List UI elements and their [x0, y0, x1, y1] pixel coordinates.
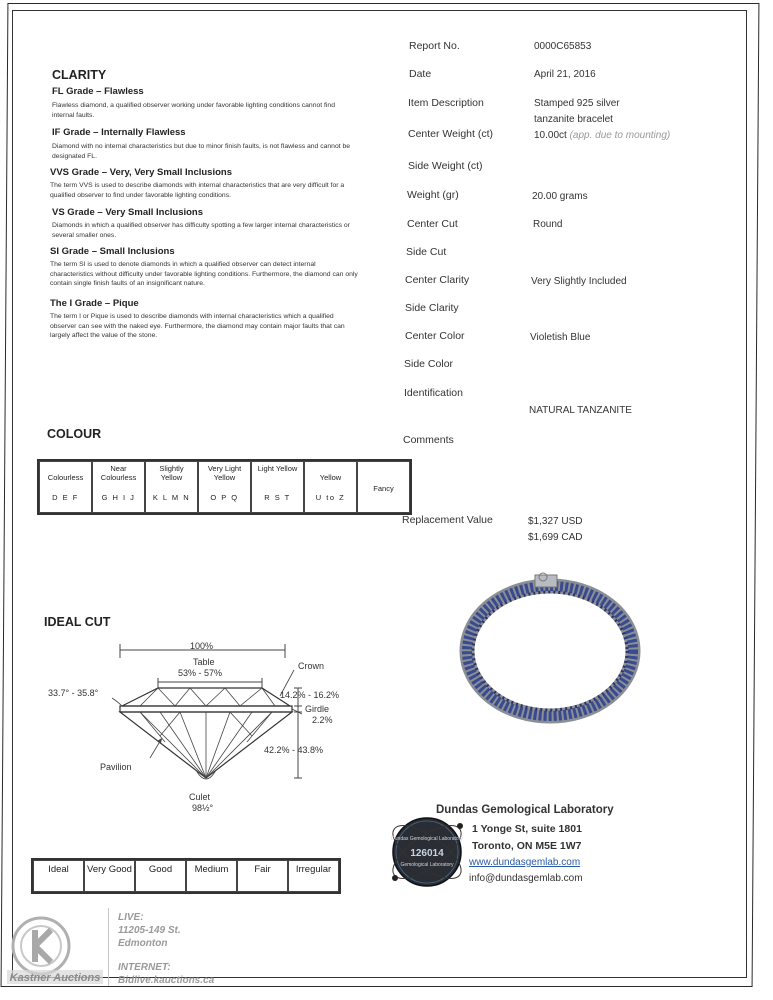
colour-cell-light-yellow: [251, 461, 304, 513]
grade-title: FL Grade – Flawless: [52, 86, 144, 97]
report-value-weight-gr: 20.00 grams: [532, 191, 588, 202]
grade-description: The term I or Pique is used to describe diamonds with internal characteristics which a qualified observer can see with the naked eye. Furthermore, the diamond may contain major faults that can largely affect the value of the stone.: [50, 313, 345, 339]
colour-range: K L M N: [152, 493, 191, 502]
cut-grade-ideal: Ideal: [33, 860, 84, 892]
report-label-identification: Identification: [404, 387, 463, 399]
report-label-side-clarity: Side Clarity: [405, 302, 459, 314]
grade-description: Diamond with no internal characteristics but due to minor finish faults, is not flawless and cannot be designated FL.: [52, 143, 351, 160]
cut-grade-good: Good: [135, 860, 186, 892]
clarity-grade-if: [52, 127, 357, 161]
report-label-center-weight: Center Weight (ct): [408, 128, 493, 140]
cut-label-girdle: Girdle: [305, 704, 330, 714]
colour-name: Fancy: [373, 483, 394, 493]
seal-text-bottom: Gemological Laboratory: [400, 862, 454, 868]
replacement-cad: $1,699 CAD: [528, 532, 583, 543]
cut-label-crown-height: 14.2% - 16.2%: [280, 690, 340, 700]
colour-name: Colourless: [47, 473, 84, 482]
cut-grade-table: [31, 858, 341, 894]
clarity-heading: CLARITY: [52, 68, 107, 82]
report-value-report-no: 0000C65853: [534, 41, 592, 52]
colour-range: D E F: [52, 493, 79, 502]
cut-label-table: Table: [193, 657, 215, 667]
auction-live-city: Edmonton: [118, 938, 168, 949]
grade-description: Flawless diamond, a qualified observer working under favorable lighting conditions cannot find internal faults.: [52, 102, 335, 119]
report-value-center-cut: Round: [533, 219, 563, 230]
colour-cell-very-light-yellow: [198, 461, 251, 513]
lab-address-line1: 1 Yonge St, suite 1801: [472, 823, 582, 835]
report-value-date: April 21, 2016: [534, 69, 596, 80]
report-label-side-weight: Side Weight (ct): [408, 160, 483, 172]
report-value-item-description: [534, 96, 620, 128]
colour-cell-slightly-yellow: [145, 461, 198, 513]
center-weight-value: 10.00ct: [534, 130, 567, 141]
cut-grade-fair: Fair: [237, 860, 288, 892]
lab-seal-logo: [385, 810, 469, 894]
colour-range: G H I J: [101, 493, 136, 502]
clarity-grade-si: [50, 246, 360, 289]
replacement-usd: $1,327 USD: [528, 516, 583, 527]
pavilion-facets: [140, 712, 272, 778]
cut-grade-very-good: Very Good: [84, 860, 135, 892]
auction-internet-label: INTERNET:: [118, 962, 171, 973]
center-weight-note: (app. due to mounting): [569, 130, 671, 141]
colour-name: Very Light Yellow: [207, 464, 242, 482]
colour-heading: COLOUR: [47, 427, 102, 441]
report-value-identification: NATURAL TANZANITE: [529, 405, 632, 416]
grade-title: The I Grade – Pique: [50, 298, 139, 309]
grade-title: IF Grade – Internally Flawless: [52, 127, 186, 138]
cut-label-pavilion-depth: 42.2% - 43.8%: [264, 745, 324, 755]
clarity-grade-vs: [52, 207, 357, 240]
report-value-center-weight: [534, 130, 670, 141]
report-label-replacement-value: Replacement Value: [402, 514, 493, 526]
cut-label-width: 100%: [190, 641, 214, 651]
report-label-center-clarity: Center Clarity: [405, 274, 470, 286]
lab-name: Dundas Gemological Laboratory: [436, 804, 614, 816]
clarity-grade-vvs: [50, 167, 355, 200]
cut-label-crown-angle: 33.7° - 35.8°: [48, 688, 99, 698]
grade-description: The term VVS is used to describe diamonds with internal characteristics that are very difficult for a qualified observer to find under favorable lighting conditions.: [50, 182, 345, 199]
cut-label-culet-angle: 98½°: [192, 803, 214, 813]
report-label-side-color: Side Color: [404, 358, 454, 370]
report-value-center-clarity: Very Slightly Included: [531, 276, 627, 287]
report-label-item-description: Item Description: [408, 97, 484, 109]
grade-description: The term SI is used to denote diamonds in which a qualified observer can detect internal characteristics without difficulty under favorable lighting conditions. Furthermore, the diamond can only contain single finish faults of an insignificant nature.: [50, 261, 358, 287]
grade-title: SI Grade – Small Inclusions: [50, 246, 175, 257]
ideal-cut-heading: IDEAL CUT: [44, 615, 111, 629]
colour-name: Slightly Yellow: [159, 464, 184, 482]
cut-grade-irregular: Irregular: [288, 860, 339, 892]
colour-cell-yellow: [304, 461, 357, 513]
auction-live-address: 11205-149 St.: [118, 925, 181, 936]
clarity-grade-i: [50, 298, 355, 341]
diamond-crown: [122, 688, 290, 706]
seal-text-top: Dundas Gemological Laboratory: [391, 836, 463, 842]
colour-cell-colourless: [39, 461, 92, 513]
lab-address-line2: Toronto, ON M5E 1W7: [472, 840, 582, 852]
footer-divider: [108, 908, 109, 986]
crown-angle-arc: [112, 698, 122, 706]
item-description-line1: Stamped 925 silver: [534, 98, 620, 109]
colour-cell-near-colourless: [92, 461, 145, 513]
grade-description: Diamonds in which a qualified observer has difficulty spotting a few larger internal characteristics or several smaller ones.: [52, 222, 350, 239]
colour-range: U to Z: [315, 493, 346, 502]
auction-live-label: LIVE:: [118, 912, 144, 923]
lab-email[interactable]: info@dundasgemlab.com: [469, 873, 583, 884]
colour-cell-fancy: [357, 461, 410, 513]
lab-website-link[interactable]: www.dundasgemlab.com: [469, 857, 581, 868]
auction-internet-url[interactable]: Bidlive.kauctions.ca: [118, 975, 215, 986]
cut-label-pavilion: Pavilion: [100, 762, 132, 772]
diamond-girdle: [120, 706, 292, 712]
colour-name: Yellow: [319, 473, 342, 482]
colour-range: R S T: [264, 493, 291, 502]
item-description-line2: tanzanite bracelet: [534, 114, 613, 125]
report-label-date: Date: [409, 68, 432, 80]
cut-label-crown: Crown: [298, 661, 325, 671]
report-value-replacement: [528, 514, 582, 546]
clarity-grade-fl: [52, 86, 357, 120]
seal-number: 126014: [410, 848, 444, 859]
report-label-report-no: Report No.: [409, 40, 460, 52]
logo-text: Kastner Auctions: [9, 972, 101, 984]
cut-grade-medium: Medium: [186, 860, 237, 892]
report-value-center-color: Violetish Blue: [530, 332, 591, 343]
report-label-comments: Comments: [403, 434, 454, 446]
kastner-auctions-logo: [5, 910, 105, 990]
report-label-side-cut: Side Cut: [406, 246, 447, 258]
report-label-weight-gr: Weight (gr): [407, 189, 459, 201]
bracelet-photo: [455, 565, 645, 730]
colour-name: Light Yellow: [257, 464, 298, 473]
cut-label-girdle-pct: 2.2%: [312, 715, 333, 725]
report-label-center-cut: Center Cut: [407, 218, 458, 230]
report-label-center-color: Center Color: [405, 330, 465, 342]
grade-title: VS Grade – Very Small Inclusions: [52, 207, 204, 218]
grade-title: VVS Grade – Very, Very Small Inclusions: [50, 167, 232, 178]
bracelet-clasp: [535, 575, 557, 587]
cut-label-culet: Culet: [189, 792, 211, 802]
crown-facets: [140, 688, 275, 706]
cut-label-table-range: 53% - 57%: [178, 668, 223, 678]
colour-name: Near Colourless: [100, 464, 137, 482]
colour-scale-table: [37, 459, 412, 515]
colour-range: O P Q: [210, 493, 239, 502]
